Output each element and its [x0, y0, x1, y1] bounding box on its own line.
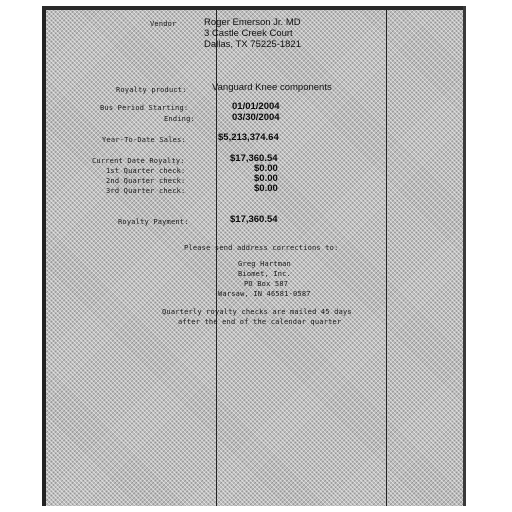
current-royalty-label: Current Date Royalty: — [92, 157, 185, 165]
royalty-product-value: Vanguard Knee components — [212, 82, 332, 93]
corrections-city: Warsaw, IN 46581-0587 — [218, 290, 311, 298]
q3-check-label: 3rd Quarter check: — [106, 187, 186, 195]
corrections-contact-name: Greg Hartman — [238, 260, 291, 268]
period-end-label: Ending: — [164, 115, 195, 123]
scanned-document-page — [42, 6, 466, 506]
period-start-value: 01/01/2004 — [232, 101, 280, 112]
corrections-instruction: Please send address corrections to: — [184, 244, 339, 252]
royalty-payment-value: $17,360.54 — [230, 214, 278, 225]
scan-edge-top — [42, 6, 466, 10]
vendor-name: Roger Emerson Jr. MD — [204, 17, 301, 28]
ytd-sales-value: $5,213,374.64 — [218, 132, 279, 143]
vendor-address-line1: 3 Castle Creek Court — [204, 28, 293, 39]
q1-check-label: 1st Quarter check: — [106, 167, 186, 175]
royalty-product-label: Royalty product: — [116, 86, 187, 94]
corrections-company: Biomet, Inc. — [238, 270, 291, 278]
scan-edge-right — [463, 6, 466, 506]
q1-check-value: $0.00 — [254, 163, 278, 174]
period-end-value: 03/30/2004 — [232, 112, 280, 123]
mailing-note-line1: Quarterly royalty checks are mailed 45 days — [162, 308, 352, 316]
q2-check-value: $0.00 — [254, 173, 278, 184]
scan-edge-left — [42, 6, 46, 506]
ytd-sales-label: Year-To-Date Sales: — [102, 136, 186, 144]
mailing-note-line2: after the end of the calendar quarter — [178, 318, 342, 326]
corrections-po-box: PO Box 587 — [244, 280, 289, 288]
royalty-payment-label: Royalty Payment: — [118, 218, 189, 226]
fold-line-right — [386, 10, 387, 506]
q3-check-value: $0.00 — [254, 183, 278, 194]
vendor-label: Vendor — [150, 20, 177, 28]
q2-check-label: 2nd Quarter check: — [106, 177, 186, 185]
period-start-label: Bus Period Starting: — [100, 104, 189, 112]
vendor-address-line2: Dallas, TX 75225-1821 — [204, 39, 301, 50]
current-royalty-value: $17,360.54 — [230, 153, 278, 164]
